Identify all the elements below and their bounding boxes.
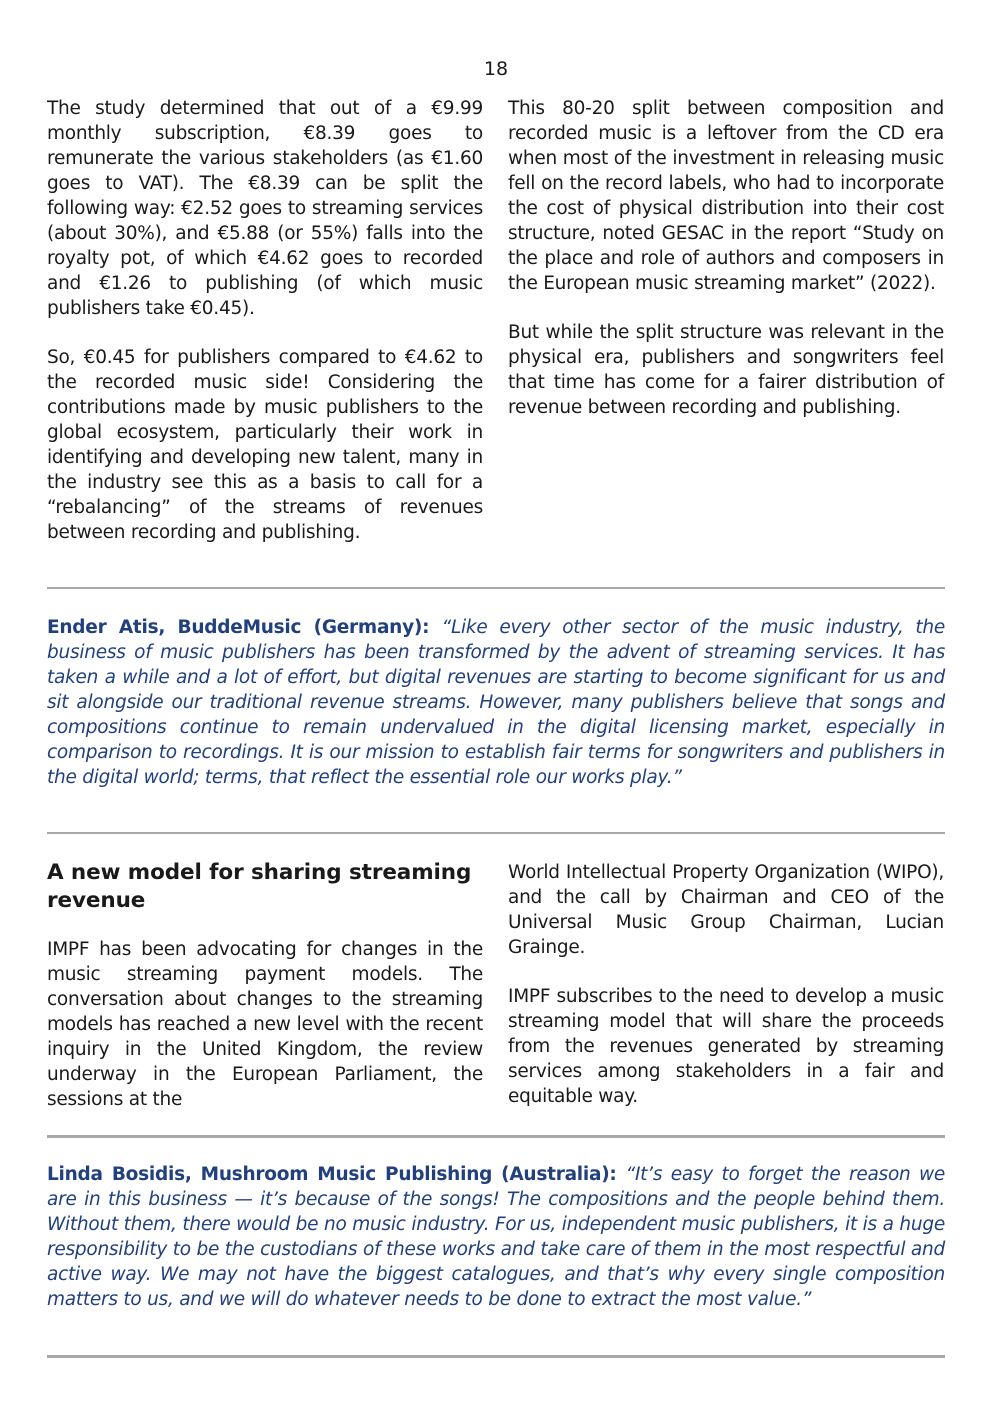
quote-text: “It’s easy to forget the reason we are in this business — it’s because of the songs! The compositions and the people behind them. Without them, there would be no music industry. For us, independent music publishers, it is a huge responsibility to be the custodians of these works and take care of them in the most respectful and active way. We may not have the biggest catalogues, and that’s why every single composition matters to us, and we will do whatever needs to be done to extract the most value.” <box>47 1164 945 1310</box>
quote-speaker: Ender Atis, BuddeMusic (Germany): <box>47 617 442 638</box>
body-paragraph: The study determined that out of a €9.99 monthly subscription, €8.39 goes to remunerate the various stakeholders (as €1.60 goes to VAT). The €8.39 can be split the following way: €2.52 goes to streaming services (about 30%), and €5.88 (or 55%) falls into the royalty pot, of which €4.62 goes to recorded and €1.26 to publishing (of which music publishers take €0.45). <box>47 98 483 319</box>
divider <box>47 1135 945 1138</box>
pull-quote-ender-atis <box>47 615 945 790</box>
body-paragraph: So, €0.45 for publishers compared to €4.62 to the recorded music side! Considering the contributions made by music publishers to the global ecosystem, particularly their work in identifying and developing new talent, many in the industry see this as a basis to call for a “rebalancing” of the streams of revenues between recording and publishing. <box>47 347 483 543</box>
body-paragraph: This 80-20 split between composition and recorded music is a leftover from the CD era when most of the investment in releasing music fell on the record labels, who had to incorporate the cost of physical distribution into their cost structure, noted GESAC in the report “Study on the place and role of authors and composers in the European music streaming market” (2022). <box>508 98 944 294</box>
section1-left-column <box>47 96 483 545</box>
body-paragraph: IMPF subscribes to the need to develop a music streaming model that will share the proceeds from the revenues generated by streaming services among stakeholders in a fair and equitable way. <box>508 986 944 1107</box>
section2-right-column <box>508 860 944 1109</box>
page-number: 18 <box>483 58 509 80</box>
quote-text: “Like every other sector of the music industry, the business of music publishers has been transformed by the advent of streaming services. It has taken a while and a lot of effort, but digital revenues are starting to become significant for us and sit alongside our traditional revenue streams. However, many publishers believe that songs and compositions continue to remain undervalued in the digital licensing market, especially in comparison to recordings. It is our mission to establish fair terms for songwriters and publishers in the digital world; terms, that reflect the essential role our works play.” <box>47 617 945 788</box>
section2-left-column <box>47 859 483 1112</box>
divider <box>47 587 945 589</box>
quote-speaker: Linda Bosidis, Mushroom Music Publishing (Australia): <box>47 1164 626 1185</box>
section-heading: A new model for sharing streaming revenue <box>47 860 472 913</box>
divider <box>47 832 945 834</box>
divider <box>47 1355 945 1358</box>
section1-right-column <box>508 96 944 420</box>
pull-quote-linda-bosidis <box>47 1162 945 1312</box>
body-paragraph: World Intellectual Property Organization (WIPO), and the call by Chairman and CEO of the Universal Music Group Chairman, Lucian Grainge. <box>508 862 944 958</box>
body-paragraph: IMPF has been advocating for changes in the music streaming payment models. The conversation about changes to the streaming models has reached a new level with the recent inquiry in the United Kingdom, the review underway in the European Parliament, the sessions at the <box>47 939 483 1110</box>
body-paragraph: But while the split structure was relevant in the physical era, publishers and songwriters feel that time has come for a fairer distribution of revenue between recording and publishing. <box>508 322 944 418</box>
